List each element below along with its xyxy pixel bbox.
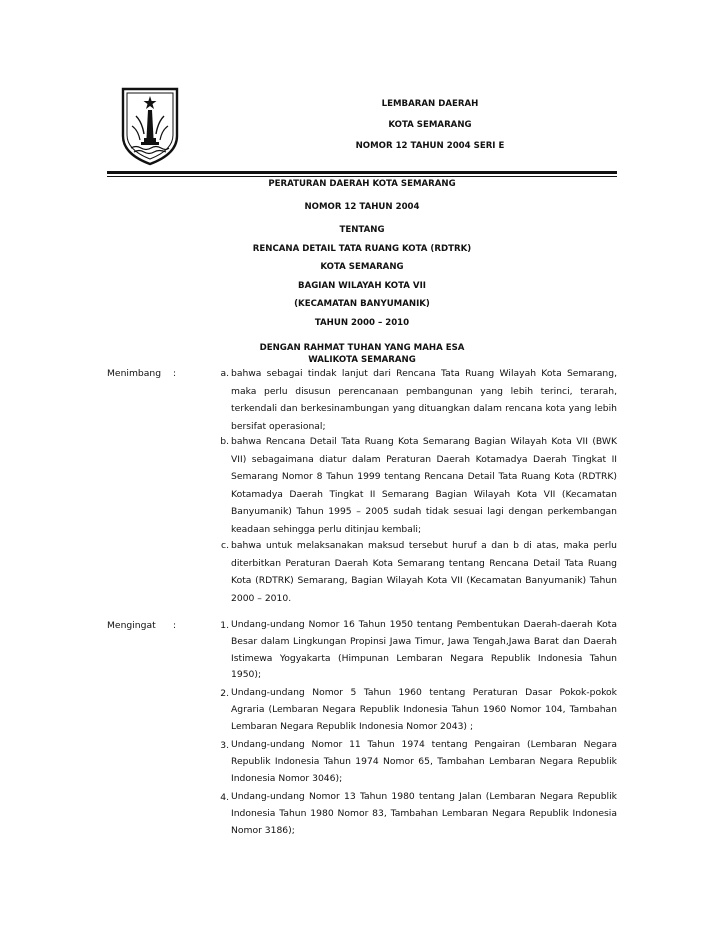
gazette-number: NOMOR 12 TAHUN 2004 SERI E <box>355 141 505 151</box>
gazette-city: KOTA SEMARANG <box>388 120 472 130</box>
item-marker: 2. <box>220 688 229 699</box>
item-marker: b. <box>220 436 229 447</box>
item-text: bahwa untuk melaksanakan maksud tersebut huruf a dan b di atas, maka perlu diterbitkan Peraturan Daerah Kota Semarang tentang Rencana Detail Tata Ruang Kota (RDTRK) Semarang, Bagian Wilayah Kota VII (Kecamatan Banyumanik) Tahun 2000 – 2010. <box>231 540 617 604</box>
gazette-title: LEMBARAN DAERAH <box>381 99 479 109</box>
item-text: Undang-undang Nomor 11 Tahun 1974 tentang Pengairan (Lembaran Negara Republik Indonesia Tahun 1974 Nomor 65, Tambahan Lembaran Negara Republik Indonesia Nomor 3046); <box>231 739 617 784</box>
menimbang-colon: : <box>173 368 177 379</box>
item-marker: a. <box>220 368 229 379</box>
item-text: Undang-undang Nomor 5 Tahun 1960 tentang Peraturan Dasar Pokok-pokok Agraria (Lembaran Negara Republik Indonesia Tahun 1960 Nomor 104, Tambahan Lembaran Negara Republik Indonesia Nomor 2043) ; <box>231 687 617 732</box>
item-text: Undang-undang Nomor 13 Tahun 1980 tentang Jalan (Lembaran Negara Republik Indonesia Tahun 1980 Nomor 83, Tambahan Lembaran Negara Republik Indonesia Nomor 3186); <box>231 791 617 836</box>
item-marker: 4. <box>220 792 229 803</box>
regulation-tentang: TENTANG <box>339 225 385 235</box>
item-marker: 3. <box>220 740 229 751</box>
item-text: Undang-undang Nomor 16 Tahun 1950 tentang Pembentukan Daerah-daerah Kota Besar dalam Lingkungan Propinsi Jawa Timur, Jawa Tengah,Jawa Barat dan Daerah Istimewa Yogyakarta (Himpunan Lembaran Negara Republik Indonesia Tahun 1950); <box>231 619 617 681</box>
regulation-number: NOMOR 12 TAHUN 2004 <box>304 202 420 212</box>
item-text: bahwa Rencana Detail Tata Ruang Kota Semarang Bagian Wilayah Kota VII (BWK VII) sebagaimana diatur dalam Peraturan Daerah Kotamadya Daerah Tingkat II Semarang Nomor 8 Tahun 1999 tentang Rencana Detail Tata Ruang Kota (RDTRK) Kotamadya Daerah Tingkat II Semarang Bagian Wilayah Kota VII (Kecamatan Banyumanik) Tahun 1995 – 2005 sudah tidak sesuai lagi dengan perkembangan keadaan sehingga perlu ditinjau kembali; <box>231 436 617 535</box>
semarang-emblem-icon <box>120 86 180 166</box>
divine-blessing: DENGAN RAHMAT TUHAN YANG MAHA ESA <box>259 343 465 353</box>
regulation-subject-3: BAGIAN WILAYAH KOTA VII <box>298 281 426 291</box>
mengingat-colon: : <box>173 620 177 631</box>
regulation-subject-5: TAHUN 2000 – 2010 <box>314 318 410 328</box>
mengingat-label: Mengingat <box>107 620 156 631</box>
menimbang-label: Menimbang <box>107 368 162 379</box>
item-marker: c. <box>221 540 229 551</box>
gazette-header <box>220 94 640 157</box>
item-marker: 1. <box>220 620 229 631</box>
regulation-name: PERATURAN DAERAH KOTA SEMARANG <box>268 179 456 189</box>
item-text: bahwa sebagai tindak lanjut dari Rencana Tata Ruang Wilayah Kota Semarang, maka perlu disusun perencanaan pembangunan yang lebih terinci, terarah, terkendali dan berkesinambungan yang dituangkan dalam rencana kota yang lebih bersifat operasional; <box>231 368 617 432</box>
regulation-subject-2: KOTA SEMARANG <box>320 262 404 272</box>
regulation-title <box>107 177 617 366</box>
header-divider-thick <box>107 171 617 174</box>
mayor-title: WALIKOTA SEMARANG <box>308 355 416 365</box>
regulation-subject-4: (KECAMATAN BANYUMANIK) <box>294 299 430 309</box>
regulation-subject-1: RENCANA DETAIL TATA RUANG KOTA (RDTRK) <box>252 244 472 254</box>
